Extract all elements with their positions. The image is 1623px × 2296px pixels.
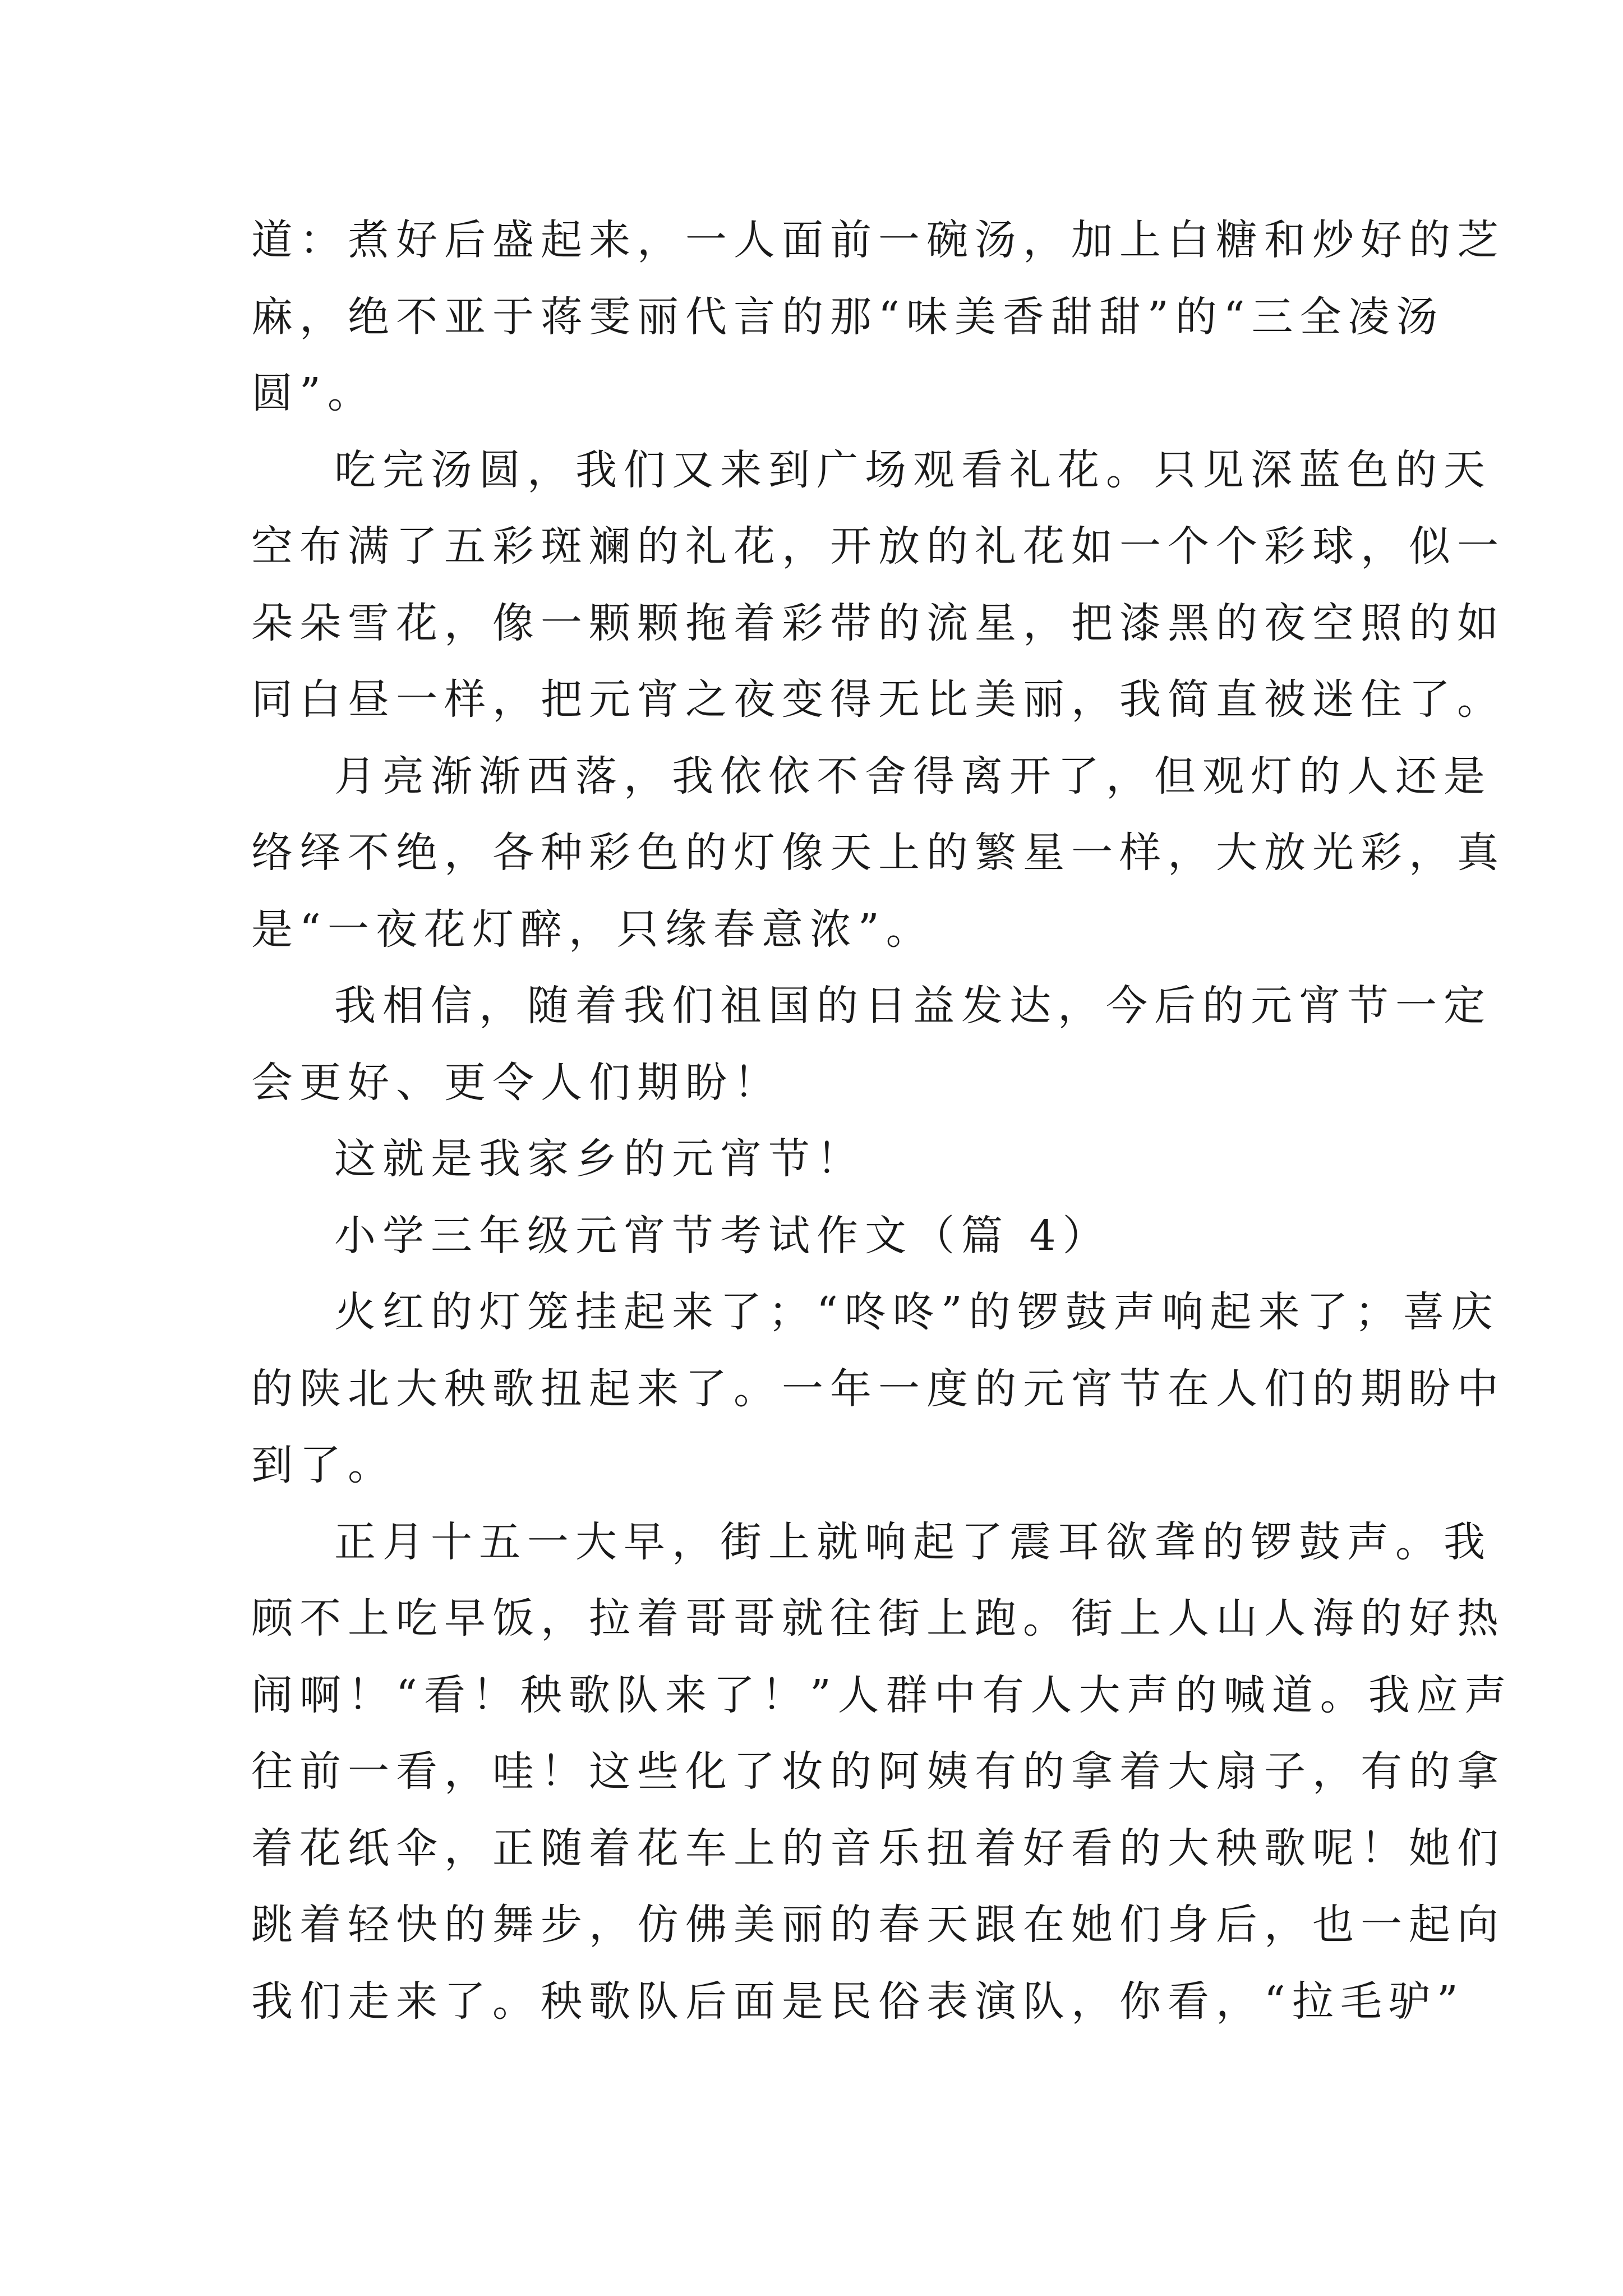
text-line: 吃完汤圆，我们又来到广场观看礼花。只见深蓝色的天 [334,445,1492,494]
section-heading: 小学三年级元宵节考试作文（篇 4） [334,1211,1111,1260]
text-line: 会更好、更令人们期盼！ [251,1058,782,1107]
text-line: 络绎不绝，各种彩色的灯像天上的繁星一样，大放光彩，真 [251,829,1505,877]
text-line: 同白昼一样，把元宵之夜变得无比美丽，我简直被迷住了。 [251,675,1505,724]
text-line: 往前一看，哇！这些化了妆的阿姨有的拿着大扇子，有的拿 [251,1747,1505,1796]
text-line: 着花纸伞，正随着花车上的音乐扭着好看的大秧歌呢！她们 [251,1824,1505,1872]
text-line: 闹啊！“看！秧歌队来了！”人群中有人大声的喊道。我应声 [251,1671,1513,1719]
text-line: 跳着轻快的舞步，仿佛美丽的春天跟在她们身后，也一起向 [251,1901,1505,1949]
text-line: 月亮渐渐西落，我依依不舍得离开了，但观灯的人还是 [334,752,1492,800]
text-line: 道：煮好后盛起来，一人面前一碗汤，加上白糖和炒好的芝 [251,216,1505,264]
text-line: 火红的灯笼挂起来了；“咚咚”的锣鼓声响起来了；喜庆 [334,1288,1500,1336]
text-line: 我相信，随着我们祖国的日益发达，今后的元宵节一定 [334,982,1492,1030]
text-line: 到了。 [251,1441,396,1489]
text-line: 的陕北大秧歌扭起来了。一年一度的元宵节在人们的期盼中 [251,1364,1505,1413]
text-line: 朵朵雪花，像一颗颗拖着彩带的流星，把漆黑的夜空照的如 [251,599,1505,647]
text-line: 圆”。 [251,369,376,417]
text-line: 我们走来了。秧歌队后面是民俗表演队，你看，“拉毛驴” [251,1977,1465,2026]
document-page [251,202,1513,2040]
text-line: 这就是我家乡的元宵节！ [334,1135,865,1183]
text-line: 是“一夜花灯醉，只缘春意浓”。 [251,905,934,954]
text-line: 空布满了五彩斑斓的礼花，开放的礼花如一个个彩球，似一 [251,522,1505,570]
text-line: 麻，绝不亚于蒋雯丽代言的那“味美香甜甜”的“三全凌汤 [251,292,1445,341]
text-line: 顾不上吃早饭，拉着哥哥就往街上跑。街上人山人海的好热 [251,1594,1505,1642]
text-line: 正月十五一大早，街上就响起了震耳欲聋的锣鼓声。我 [334,1517,1492,1566]
